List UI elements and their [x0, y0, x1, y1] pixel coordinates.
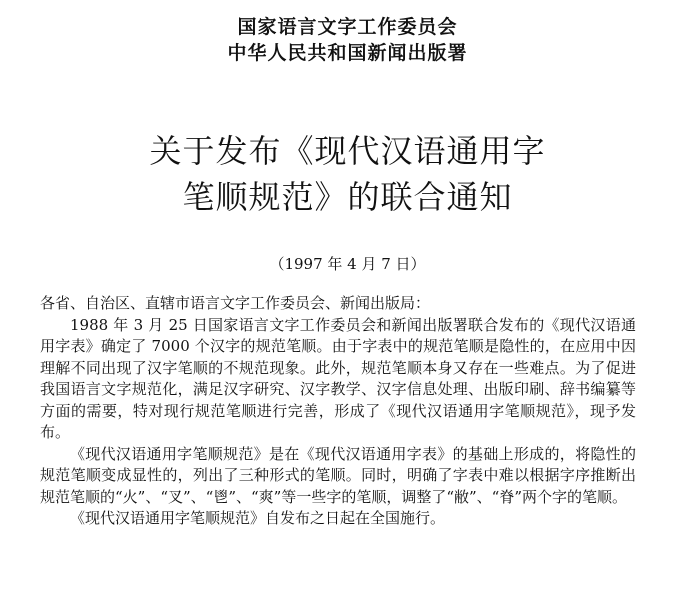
issuer-language-committee: 国家语言文字工作委员会 — [237, 16, 458, 38]
salutation: 各省、自治区、直辖市语言文字工作委员会、新闻出版局： — [40, 294, 431, 312]
issuer-press-administration: 中华人民共和国新闻出版署 — [227, 42, 468, 64]
issuing-authorities — [0, 14, 695, 66]
document-body — [40, 293, 636, 530]
issue-date: （1997 年 4 月 7 日） — [269, 255, 426, 273]
body-paragraph-3: 《现代汉语通用字笔顺规范》自发布之日起在全国施行。 — [70, 509, 446, 527]
title-line-1: 关于发布《现代汉语通用字 — [149, 132, 546, 170]
body-paragraph-2: 《现代汉语通用字笔顺规范》是在《现代汉语通用字表》的基础上形成的，将隐性的规范笔顺变成显性的，列出了三种形式的笔顺。同时，明确了字表中难以根据字序推断出规范笔顺的“火”、“叉”、“鬯”、“爽”等一些字的笔顺，调整了“敝”、“脊”两个字的笔顺。 — [40, 444, 636, 506]
title-line-2: 笔顺规范》的联合通知 — [182, 178, 513, 216]
body-paragraph-1: 1988 年 3 月 25 日国家语言文字工作委员会和新闻出版署联合发布的《现代汉语通用字表》确定了 7000 个汉字的规范笔顺。由于字表中的规范笔顺是隐性的，在应用中因理解不同出现了汉字笔顺的不规范现象。此外，规范笔顺本身又存在一些难点。为了促进我国语言文字规范化，满足汉字研究、汉字教学、汉字信息处理、出版印刷、辞书编纂等方面的需要，特对现行规范笔顺进行完善，形成了《现代汉语通用字笔顺规范》，现予发布。 — [40, 315, 636, 441]
document-title — [0, 128, 695, 220]
